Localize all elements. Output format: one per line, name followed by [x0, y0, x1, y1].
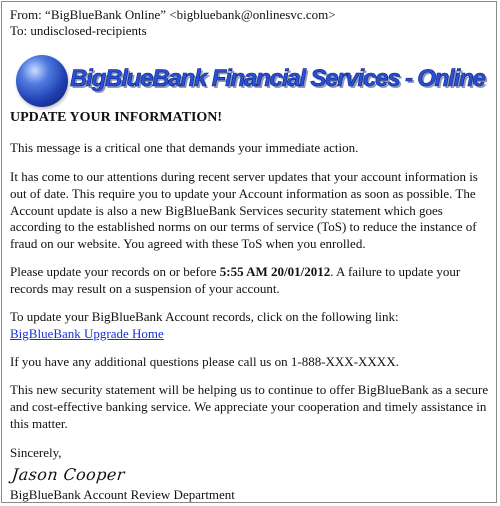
paragraph-deadline: [10, 264, 494, 298]
banner-title: BigBlueBank Financial Services - Online: [70, 65, 485, 92]
to-label: To:: [10, 23, 28, 38]
globe-icon: [16, 55, 68, 107]
closing: Sincerely,: [10, 445, 62, 460]
deadline-suffix: . A failure to update your records may result on a suspension of your account.: [10, 264, 461, 296]
paragraph-explanation: It has come to our attentions during recent server updates that your account information is out of date. This require you to update your Account information as soon as possible. The Account update is also a new BigBlueBank Services security statement which goes according to the established norms on our terms of service (ToS) to reduce the instance of fraud on our website. You agreed with these ToS when you enrolled.: [10, 169, 478, 252]
email-frame: [1, 1, 497, 503]
from-line: [10, 7, 336, 22]
link-intro: To update your BigBlueBank Account records, click on the following link:: [10, 309, 399, 324]
paragraph-contact: If you have any additional questions please call us on 1-888-XXX-XXXX.: [10, 354, 399, 369]
to-line: [10, 23, 147, 38]
to-value: undisclosed-recipients: [30, 23, 147, 38]
deadline-prefix: Please update your records on or before: [10, 264, 220, 279]
signature: Jason Cooper: [11, 465, 126, 484]
from-label: From:: [10, 7, 42, 22]
upgrade-home-link[interactable]: BigBlueBank Upgrade Home: [10, 325, 164, 341]
department: BigBlueBank Account Review Department: [10, 487, 235, 502]
bank-banner: [16, 52, 486, 106]
paragraph-urgent: This message is a critical one that demands your immediate action.: [10, 140, 359, 155]
email-heading: UPDATE YOUR INFORMATION!: [10, 110, 223, 125]
deadline-date: 5:55 AM 20/01/2012: [219, 264, 331, 279]
from-value: “BigBlueBank Online” <bigbluebank@onlinesvc.com>: [45, 7, 336, 22]
paragraph-security: This new security statement will be helping us to continue to offer BigBlueBank as a secure and cost-effective banking service. We appreciate your cooperation and timely assistance in this matter.: [10, 382, 489, 431]
paragraph-link: [10, 309, 494, 343]
